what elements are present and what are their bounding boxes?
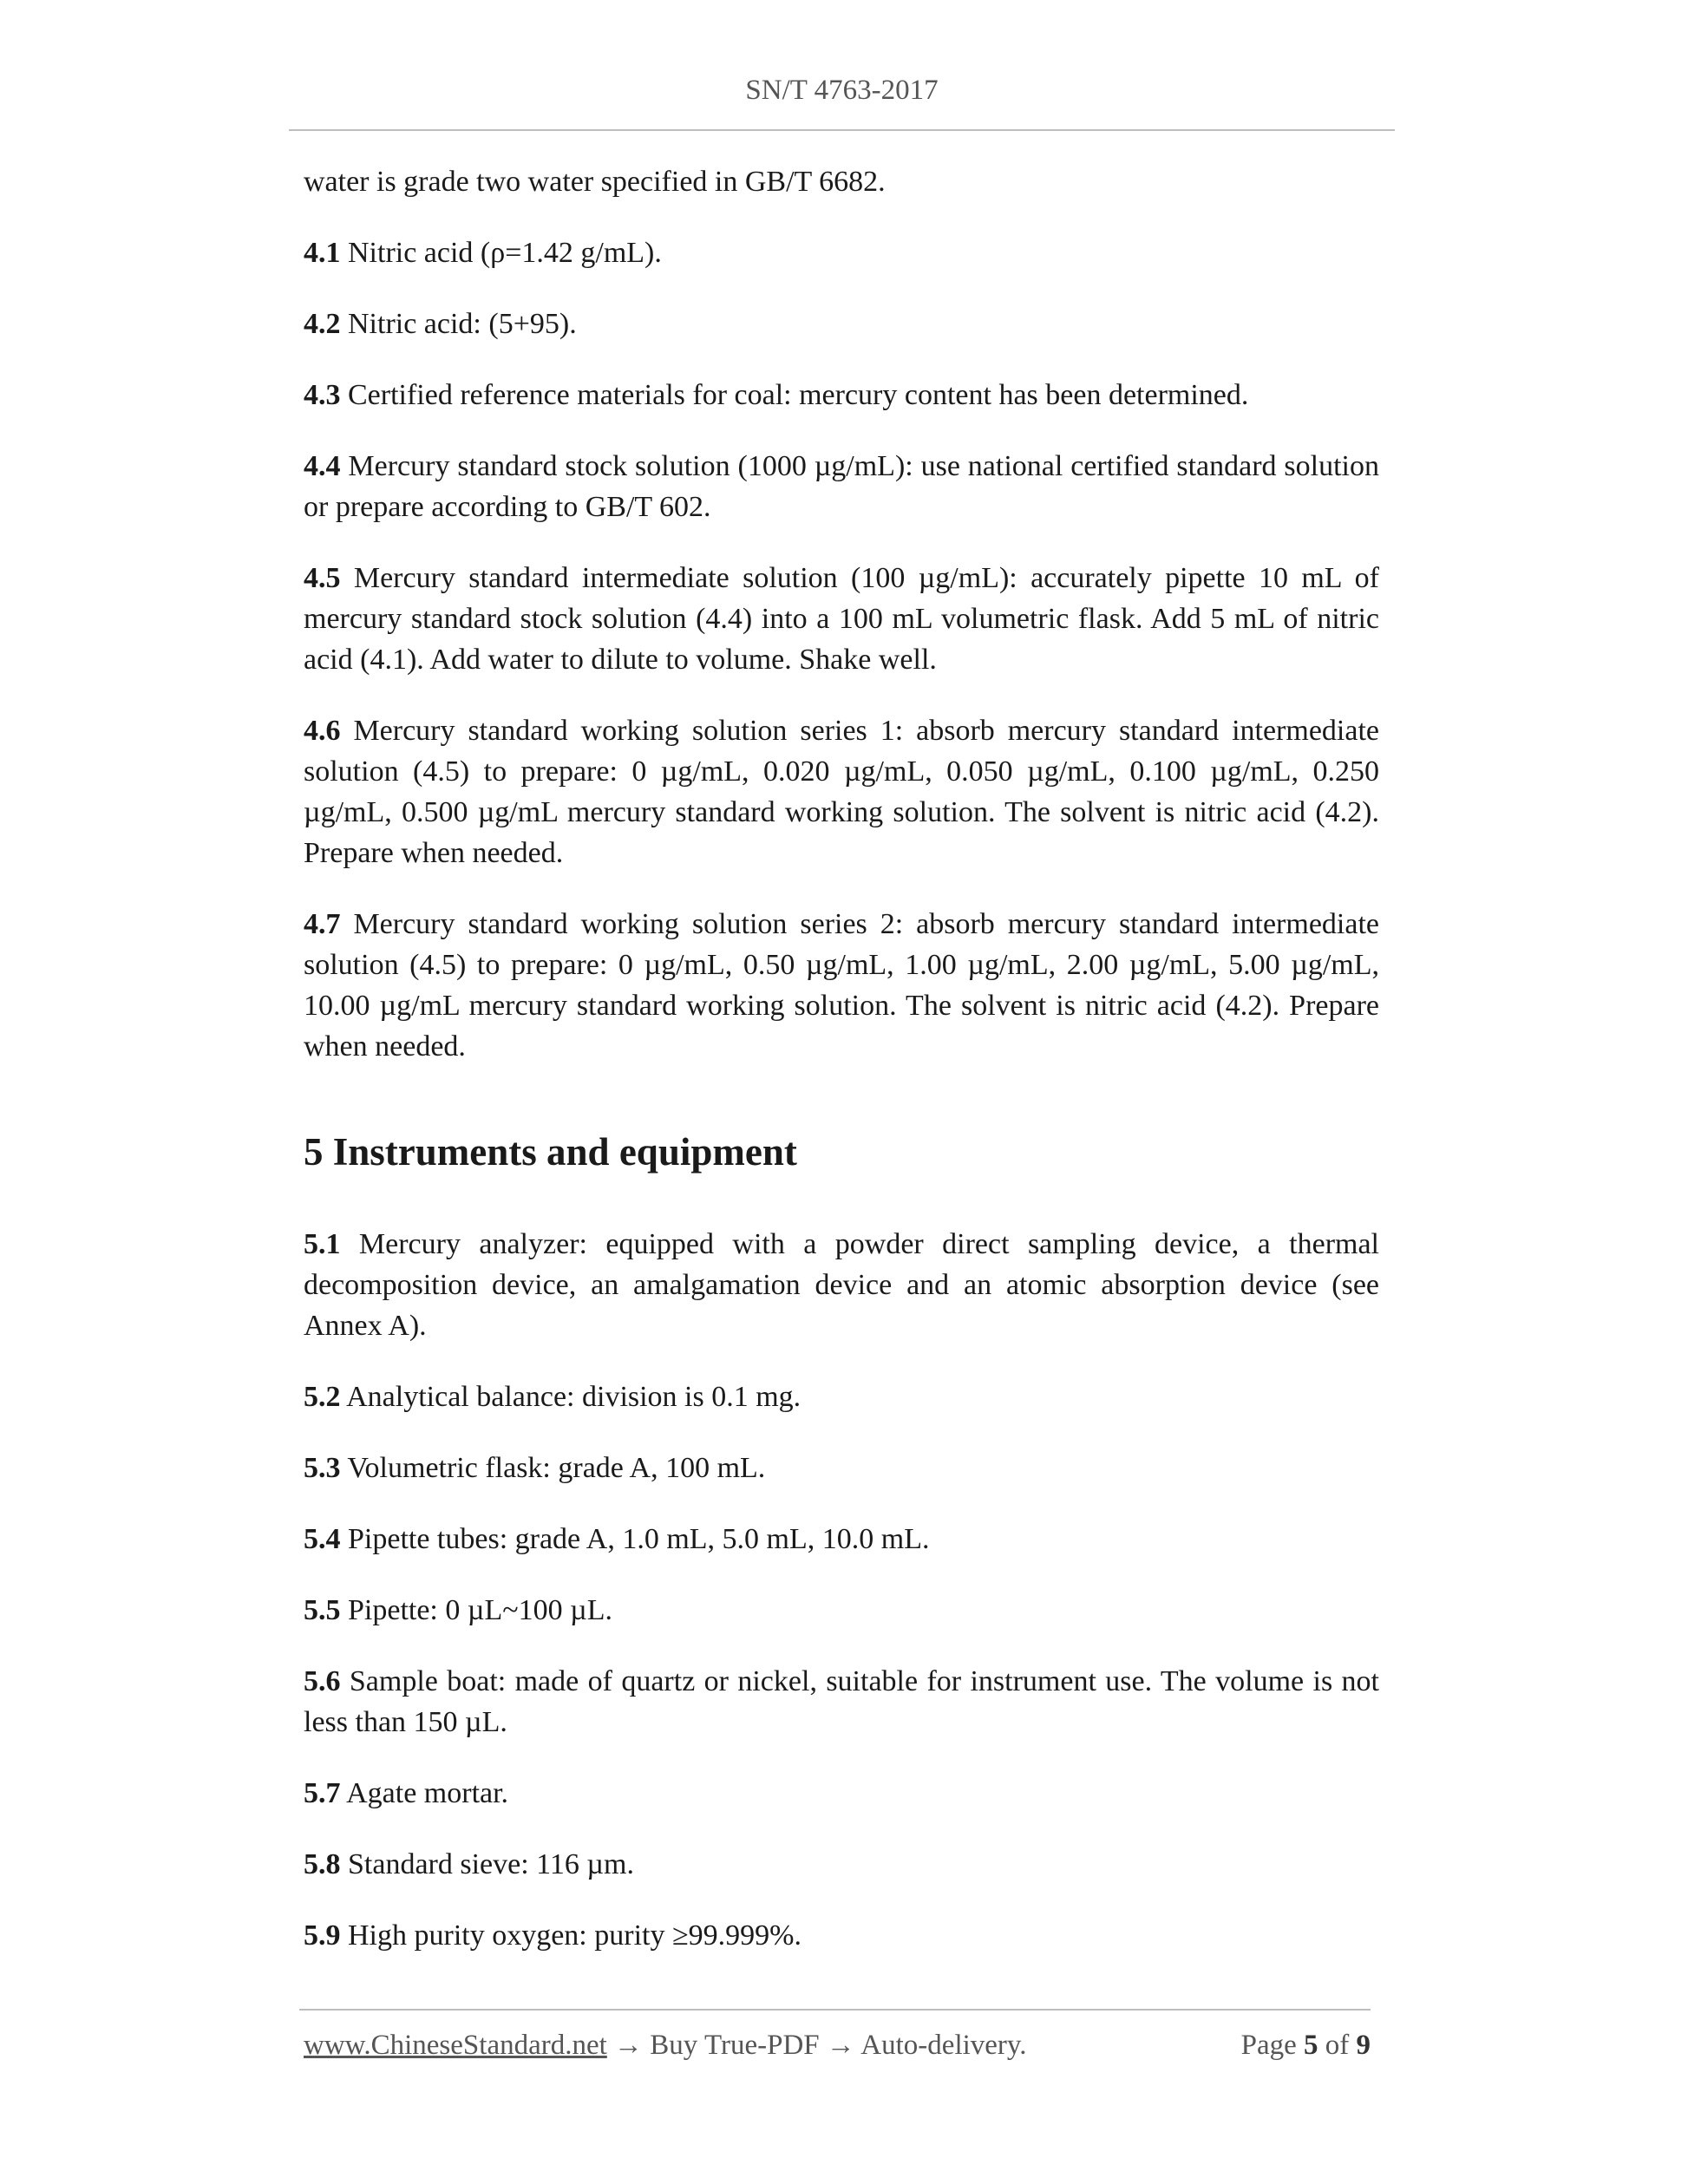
- clause-text: High purity oxygen: purity ≥99.999%.: [340, 1919, 801, 1952]
- clause-text: Volumetric flask: grade A, 100 mL.: [340, 1452, 766, 1484]
- page-current: 5: [1304, 2030, 1318, 2061]
- clause-text: Standard sieve: 116 µm.: [340, 1848, 634, 1880]
- clause-number: 5.9: [304, 1919, 341, 1952]
- footer-left: [304, 2030, 1027, 2062]
- clause-number: 5.7: [304, 1777, 341, 1809]
- paragraph-text: water is grade two water specified in GB/T 6682.: [304, 166, 886, 198]
- footer-divider: [299, 2009, 1371, 2011]
- paragraph-water: [304, 161, 1379, 202]
- clause-text: Mercury standard intermediate solution (100 µg/mL): accurately pipette 10 mL of mercury standard stock solution (4.4) into a 100 mL volumetric flask. Add 5 mL of nitric acid (4.1). Add water to dilute to volume. Shake well.: [304, 562, 1379, 676]
- website-link[interactable]: www.ChineseStandard.net: [304, 2030, 607, 2061]
- clause-5-6: [304, 1661, 1379, 1743]
- clause-text: Analytical balance: division is 0.1 mg.: [340, 1381, 801, 1413]
- clause-number: 4.2: [304, 308, 341, 340]
- clause-5-2: [304, 1376, 1379, 1417]
- clause-number: 5.3: [304, 1452, 341, 1484]
- clause-number: 4.7: [304, 908, 341, 940]
- clause-4-2: [304, 304, 1379, 344]
- clause-4-7: [304, 904, 1379, 1067]
- clause-text: Pipette tubes: grade A, 1.0 mL, 5.0 mL, 10.0 mL.: [340, 1523, 930, 1555]
- clause-4-4: [304, 446, 1379, 527]
- clause-4-1: [304, 232, 1379, 273]
- page-of: of: [1318, 2030, 1357, 2061]
- clause-text: Pipette: 0 µL~100 µL.: [340, 1594, 612, 1626]
- clause-text: Mercury standard stock solution (1000 µg/mL): use national certified standard solution or prepare according to GB/T 602.: [304, 450, 1379, 523]
- clause-4-5: [304, 558, 1379, 680]
- clause-5-5: [304, 1590, 1379, 1631]
- clause-number: 5.2: [304, 1381, 341, 1413]
- clause-text: Mercury analyzer: equipped with a powder direct sampling device, a thermal decomposition device, an amalgamation device and an atomic absorption device (see Annex A).: [304, 1228, 1379, 1342]
- clause-number: 4.3: [304, 379, 341, 411]
- clause-text: Mercury standard working solution series 1: absorb mercury standard intermediate solution (4.5) to prepare: 0 µg/mL, 0.020 µg/mL, 0.050 µg/mL, 0.100 µg/mL, 0.250 µg/mL, 0.500 µg/mL mercury standard working solution. The solvent is nitric acid (4.2). Prepare when needed.: [304, 715, 1379, 869]
- clause-5-7: [304, 1773, 1379, 1814]
- clause-number: 4.5: [304, 562, 341, 594]
- footer-tagline: → Buy True-PDF → Auto-delivery.: [606, 2030, 1027, 2061]
- clause-5-9: [304, 1915, 1379, 1956]
- page-total: 9: [1356, 2030, 1371, 2061]
- clause-text: Nitric acid: (5+95).: [340, 308, 577, 340]
- clause-text: Nitric acid (ρ=1.42 g/mL).: [340, 237, 662, 269]
- page-footer: [304, 2030, 1371, 2062]
- clause-text: Mercury standard working solution series 2: absorb mercury standard intermediate solution (4.5) to prepare: 0 µg/mL, 0.50 µg/mL, 1.00 µg/mL, 2.00 µg/mL, 5.00 µg/mL, 10.00 µg/mL mercury standard working solution. The solvent is nitric acid (4.2). Prepare when needed.: [304, 908, 1379, 1063]
- clause-text: Agate mortar.: [340, 1777, 509, 1809]
- clause-number: 4.6: [304, 715, 341, 747]
- clause-5-3: [304, 1448, 1379, 1488]
- clause-5-1: [304, 1224, 1379, 1346]
- clause-number: 5.8: [304, 1848, 341, 1880]
- page-header: SN/T 4763-2017: [745, 75, 939, 106]
- section-heading: 5 Instruments and equipment: [304, 1130, 797, 1174]
- clause-5-8: [304, 1844, 1379, 1885]
- clause-text: Certified reference materials for coal: mercury content has been determined.: [340, 379, 1249, 411]
- clause-text: Sample boat: made of quartz or nickel, suitable for instrument use. The volume is not less than 150 µL.: [304, 1665, 1379, 1738]
- header-divider: [289, 129, 1395, 131]
- clause-4-3: [304, 375, 1379, 415]
- document-body: [304, 161, 1379, 1986]
- page-indicator: [1241, 2030, 1371, 2062]
- clause-number: 4.1: [304, 237, 341, 269]
- clause-number: 5.1: [304, 1228, 341, 1260]
- clause-4-6: [304, 710, 1379, 873]
- page-label: Page: [1240, 2030, 1304, 2061]
- clause-5-4: [304, 1519, 1379, 1560]
- clause-number: 5.5: [304, 1594, 341, 1626]
- clause-number: 5.4: [304, 1523, 341, 1555]
- clause-number: 4.4: [304, 450, 341, 482]
- clause-number: 5.6: [304, 1665, 341, 1697]
